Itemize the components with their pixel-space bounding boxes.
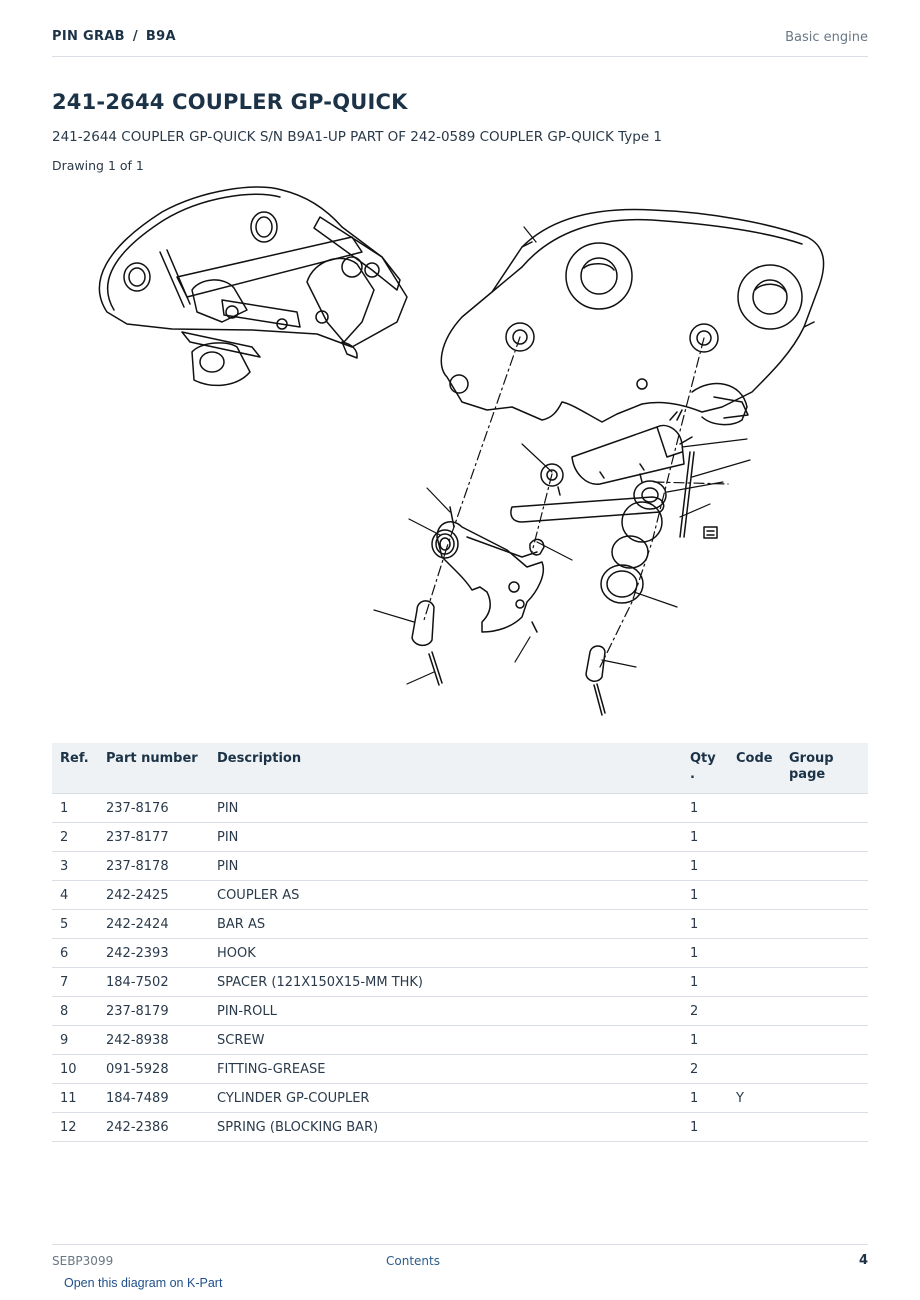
part-number-cell[interactable]: 242-2386 [98,1113,209,1142]
ref-cell: 10 [52,1055,98,1084]
ref-cell: 7 [52,968,98,997]
part-number-cell[interactable]: 237-8177 [98,823,209,852]
qty-cell: 1 [682,852,728,881]
code-cell [728,823,781,852]
group-page-cell [781,852,868,881]
description-cell: PIN-ROLL [209,997,682,1026]
ref-cell: 6 [52,939,98,968]
table-row[interactable] [52,910,868,939]
group-page-cell [781,1084,868,1113]
qty-cell: 1 [682,881,728,910]
description-cell: COUPLER AS [209,881,682,910]
ref-cell: 9 [52,1026,98,1055]
description-cell: HOOK [209,939,682,968]
table-row[interactable] [52,1055,868,1084]
table-row[interactable] [52,968,868,997]
hook-illustration [412,507,605,715]
contents-link[interactable]: Contents [386,1254,440,1268]
exploded-parts-diagram[interactable] [52,182,868,722]
code-cell [728,1113,781,1142]
code-cell [728,1026,781,1055]
group-page-cell [781,968,868,997]
document-id: SEBP3099 [52,1254,114,1268]
part-number-cell[interactable]: 242-2393 [98,939,209,968]
column-header-description: Description [209,743,682,794]
group-page-cell [781,1026,868,1055]
table-row[interactable] [52,1026,868,1055]
qty-cell: 1 [682,1084,728,1113]
open-in-kpart-link[interactable]: Open this diagram on K-Part [64,1276,223,1290]
table-row[interactable] [52,852,868,881]
column-header-group-page: Group page [781,743,868,794]
code-cell [728,852,781,881]
part-number-cell[interactable]: 242-2424 [98,910,209,939]
code-cell: Y [728,1084,781,1113]
part-number-cell[interactable]: 242-2425 [98,881,209,910]
page-number: 4 [858,1253,868,1268]
group-page-cell [781,939,868,968]
table-row[interactable] [52,881,868,910]
part-number-cell[interactable]: 237-8179 [98,997,209,1026]
table-row[interactable] [52,997,868,1026]
parts-table [52,743,868,1142]
part-number-cell[interactable]: 237-8176 [98,794,209,823]
section-label: Basic engine [785,30,868,45]
qty-cell: 1 [682,794,728,823]
qty-cell: 1 [682,910,728,939]
assembled-view-illustration [99,187,407,385]
page-header [52,28,868,57]
table-row[interactable] [52,1113,868,1142]
description-cell: BAR AS [209,910,682,939]
ref-cell: 2 [52,823,98,852]
code-cell [728,881,781,910]
page-footer [52,1244,868,1273]
description-cell: PIN [209,823,682,852]
code-cell [728,997,781,1026]
group-page-cell [781,794,868,823]
table-row[interactable] [52,939,868,968]
qty-cell: 1 [682,1026,728,1055]
description-cell: PIN [209,852,682,881]
table-row[interactable] [52,823,868,852]
cylinder-illustration [511,410,717,603]
column-header-qty: Qty . [682,743,728,794]
ref-cell: 3 [52,852,98,881]
ref-cell: 11 [52,1084,98,1113]
qty-cell: 1 [682,939,728,968]
code-cell [728,794,781,823]
ref-cell: 1 [52,794,98,823]
breadcrumb-separator: / [132,29,138,44]
description-cell: PIN [209,794,682,823]
description-cell: CYLINDER GP-COUPLER [209,1084,682,1113]
page-subtitle: 241-2644 COUPLER GP-QUICK S/N B9A1-UP PART OF 242-0589 COUPLER GP-QUICK Type 1 [52,129,663,145]
part-number-cell[interactable]: 242-8938 [98,1026,209,1055]
page-title: 241-2644 COUPLER GP-QUICK [52,90,408,114]
code-cell [728,910,781,939]
ref-cell: 12 [52,1113,98,1142]
column-header-ref: Ref. [52,743,98,794]
table-row[interactable] [52,794,868,823]
description-cell: SPACER (121X150X15-MM THK) [209,968,682,997]
description-cell: SCREW [209,1026,682,1055]
table-header-row [52,743,868,794]
part-number-cell[interactable]: 091-5928 [98,1055,209,1084]
group-page-cell [781,881,868,910]
part-number-cell[interactable]: 237-8178 [98,852,209,881]
code-cell [728,1055,781,1084]
column-header-code: Code [728,743,781,794]
group-page-cell [781,997,868,1026]
description-cell: FITTING-GREASE [209,1055,682,1084]
part-number-cell[interactable]: 184-7502 [98,968,209,997]
qty-cell: 2 [682,1055,728,1084]
breadcrumb-model: PIN GRAB [52,29,125,44]
column-header-part-number: Part number [98,743,209,794]
group-page-cell [781,823,868,852]
description-cell: SPRING (BLOCKING BAR) [209,1113,682,1142]
code-cell [728,939,781,968]
coupler-frame-illustration [441,209,823,424]
ref-cell: 5 [52,910,98,939]
table-row[interactable] [52,1084,868,1113]
ref-cell: 4 [52,881,98,910]
drawing-count: Drawing 1 of 1 [52,158,144,173]
breadcrumb [52,29,176,44]
group-page-cell [781,910,868,939]
group-page-cell [781,1113,868,1142]
qty-cell: 1 [682,1113,728,1142]
qty-cell: 2 [682,997,728,1026]
breadcrumb-serial: B9A [145,29,176,44]
part-number-cell[interactable]: 184-7489 [98,1084,209,1113]
qty-cell: 1 [682,823,728,852]
group-page-cell [781,1055,868,1084]
ref-cell: 8 [52,997,98,1026]
qty-cell: 1 [682,968,728,997]
code-cell [728,968,781,997]
